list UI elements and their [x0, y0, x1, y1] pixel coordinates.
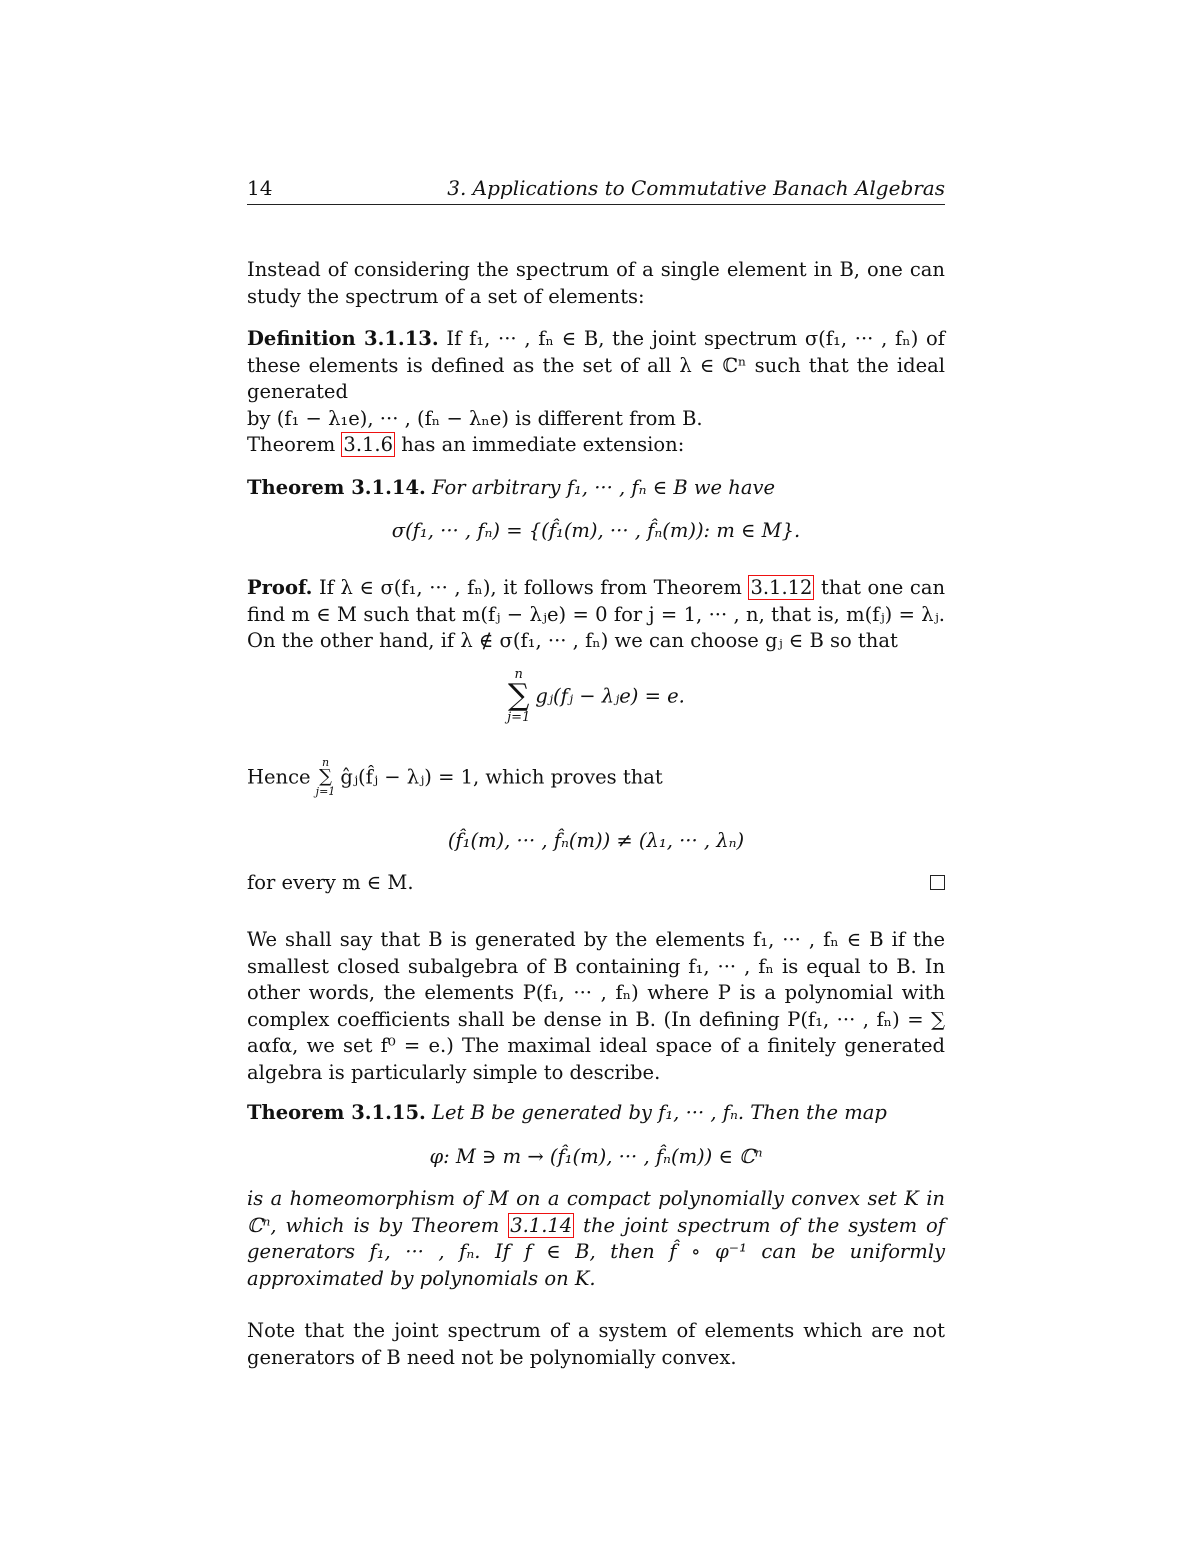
theorem-14-equation: σ(f₁, ··· , fₙ) = {(f̂₁(m), ··· , f̂ₙ(m)): m ∈ M}.	[391, 519, 801, 542]
hence-body: ĝⱼ(f̂ⱼ − λⱼ) = 1, which proves that	[340, 765, 663, 789]
theorem-3-1-6-link[interactable]: 3.1.6	[343, 433, 394, 456]
sum-operator	[507, 668, 530, 724]
theorem-15-continuation	[247, 1186, 945, 1292]
proof-line2: find m ∈ M such that m(fⱼ − λⱼe) = 0 for j = 1, ··· , n, that is, m(fⱼ) = λⱼ.	[247, 602, 945, 626]
theorem-15-statement: Let B be generated by f₁, ··· , fₙ. Then the map	[432, 1101, 887, 1124]
final-note: Note that the joint spectrum of a system of elements which are not generators of B need not be polynomially convex.	[247, 1319, 945, 1369]
theorem-14-label: Theorem 3.1.14.	[247, 476, 426, 499]
theorem-15-cont-a: is a homeomorphism of M on a compact polynomially convex set K in ℂⁿ, which is by Theorem	[247, 1187, 945, 1237]
sum-body: gⱼ(fⱼ − λⱼe) = e.	[535, 684, 685, 708]
hence-word: Hence	[247, 765, 311, 789]
sum-lower-limit: j=1	[507, 710, 531, 725]
proof-label: Proof.	[247, 576, 313, 599]
proof-line1-a: If λ ∈ σ(f₁, ··· , fₙ), it follows from Theorem	[319, 576, 749, 599]
theorem-3-1-12-link[interactable]: 3.1.12	[750, 576, 813, 599]
theorem-14-statement: For arbitrary f₁, ··· , fₙ ∈ B we have	[432, 476, 776, 499]
small-sum-operator	[316, 757, 336, 797]
proof-line1-b: that one can	[814, 576, 946, 599]
small-sum-upper: n	[321, 756, 330, 769]
hence-line	[247, 757, 945, 797]
definition-label: Definition 3.1.13.	[247, 327, 439, 350]
theorem-3-1-15	[247, 1100, 945, 1127]
small-sigma-symbol: ∑	[319, 766, 332, 787]
sigma-symbol: ∑	[508, 678, 530, 713]
proof-block	[247, 575, 945, 655]
definition-3-1-13	[247, 326, 945, 432]
theorem-3-1-14-link[interactable]: 3.1.14	[510, 1213, 573, 1237]
proof-closing-line	[247, 870, 945, 896]
theorem-3-1-14	[247, 475, 945, 502]
definition-text-3: by (f₁ − λ₁e), ··· , (fₙ − λₙe) is different from B.	[247, 406, 703, 430]
inequality-equation: (f̂₁(m), ··· , f̂ₙ(m)) ≠ (λ₁, ··· , λₙ)	[447, 829, 745, 852]
page-number: 14	[247, 176, 273, 200]
definition-text-2: these elements is defined as the set of all λ ∈ ℂⁿ such that the ideal generated	[247, 353, 945, 403]
intro-paragraph: Instead of considering the spectrum of a single element in B, one can study the spectrum of a set of elements:	[247, 258, 945, 308]
definition-text-1: If f₁, ··· , fₙ ∈ B, the joint spectrum σ(f₁, ··· , fₙ) of	[446, 327, 945, 350]
proof-line3: On the other hand, if λ ∉ σ(f₁, ··· , fₙ) we can choose gⱼ ∈ B so that	[247, 629, 898, 652]
proof-closing: for every m ∈ M.	[247, 871, 414, 894]
running-header	[247, 176, 945, 205]
theorem-15-equation: φ: M ∋ m → (f̂₁(m), ··· , f̂ₙ(m)) ∈ ℂⁿ	[429, 1145, 763, 1168]
small-sum-lower: j=1	[315, 785, 336, 798]
theorem-15-cont-b: the joint spectrum of the system of generators f₁, ··· , fₙ. If f ∈ B, then f̂ ∘ φ⁻¹ can be uniformly approximated by polynomials on K.	[247, 1213, 945, 1290]
extension-before: Theorem	[247, 433, 342, 456]
generated-paragraph: We shall say that B is generated by the elements f₁, ··· , fₙ ∈ B if the smallest closed subalgebra of B containing f₁, ··· , fₙ is equal to B. In other words, the elements P(f₁, ··· , fₙ) where P is a polynomial with complex coefficients shall be dense in B. (In defining P(f₁, ··· , fₙ) = ∑ aαfα, we set f⁰ = e.) The maximal ideal space of a finitely generated algebra is particularly simple to describe.	[247, 928, 945, 1084]
chapter-title: 3. Applications to Commutative Banach Algebras	[447, 176, 945, 200]
qed-square-icon	[930, 875, 945, 890]
extension-after: has an immediate extension:	[395, 433, 685, 456]
extension-sentence	[247, 432, 945, 459]
theorem-15-label: Theorem 3.1.15.	[247, 1101, 426, 1124]
sum-equation	[247, 668, 945, 724]
sum-upper-limit: n	[514, 667, 523, 682]
